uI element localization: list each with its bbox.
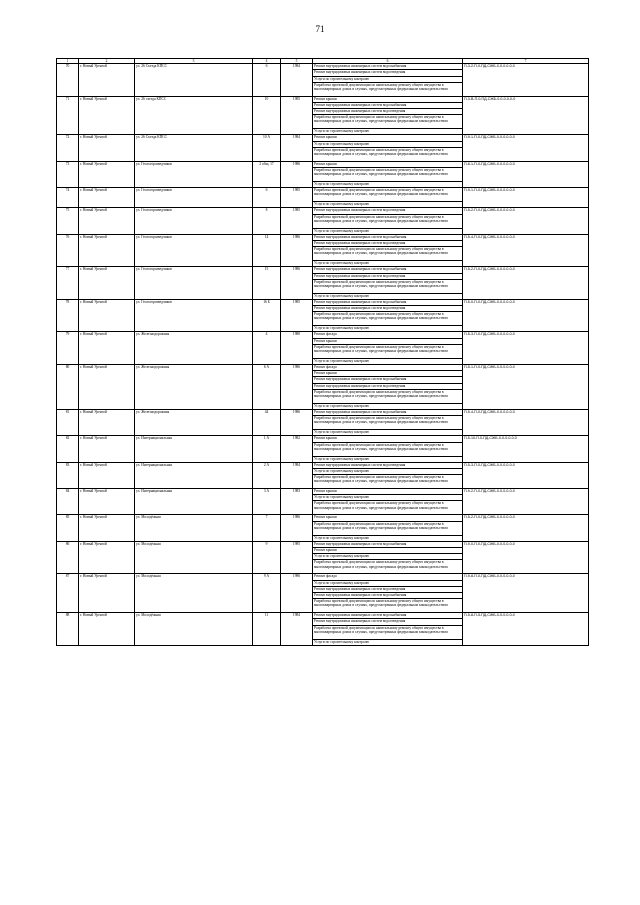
row-work-item: Разработка проектной документации по капитальному ремонту общего имущества в многоквартирных домах в случаях, предусмотренных федеральным законодательством xyxy=(313,389,463,403)
row-year: 1985 xyxy=(281,188,313,208)
row-work-item: Ремонт внутридомовых инженерных систем водоснабжения xyxy=(313,613,463,619)
table-row xyxy=(57,188,589,202)
row-work-item: Разработка проектной документации по капитальному ремонту общего имущества в многоквартирных домах в случаях, предусмотренных федеральным законодательством xyxy=(313,279,463,293)
row-number: 70 xyxy=(57,64,79,97)
row-house: 6 xyxy=(253,64,281,97)
row-city: г. Новый Уренгой xyxy=(79,234,135,267)
row-city: г. Новый Уренгой xyxy=(79,541,135,574)
row-work-item: Услуги по строительному контролю xyxy=(313,141,463,147)
row-work-item: Ремонт крыши xyxy=(313,338,463,344)
row-work-item: Разработка проектной документации по капитальному ремонту общего имущества в многоквартирных домах в случаях, предусмотренных федеральным законодательством xyxy=(313,312,463,326)
row-street: ул. Молодёжная xyxy=(135,613,253,646)
header-col-1: 1 xyxy=(57,59,79,64)
row-year: 1985 xyxy=(281,541,313,574)
row-work-item: Ремонт внутридомовых инженерных систем водоснабжения xyxy=(313,541,463,547)
row-number: 74 xyxy=(57,188,79,208)
row-code: П-9-8-П-0-ПД-СЖБ-0-0-0-0-0-0 xyxy=(463,574,589,613)
row-street: ул. Железнодорожная xyxy=(135,332,253,365)
row-city: г. Новый Уренгой xyxy=(79,462,135,488)
row-year: 1984 xyxy=(281,64,313,97)
row-number: 83 xyxy=(57,462,79,488)
row-work-item: Ремонт крыши xyxy=(313,436,463,442)
row-work-item: Услуги по строительному контролю xyxy=(313,580,463,586)
row-work-item: Разработка проектной документации по капитальному ремонту общего имущества в многоквартирных домах в случаях, предусмотренных федеральным законодательством xyxy=(313,82,463,96)
row-work-item: Услуги по строительному контролю xyxy=(313,202,463,208)
row-code: П-5-2-П-0-ПД-СЖБ-0-0-0-0-0-0 xyxy=(463,515,589,541)
row-work-item: Ремонт внутридомовых инженерных систем водоснабжения xyxy=(313,267,463,273)
row-work-item: Разработка проектной документации по капитальному ремонту общего имущества в многоквартирных домах в случаях, предусмотренных федеральным законодательством xyxy=(313,344,463,358)
row-house: 2 А xyxy=(253,462,281,488)
row-work-item: Услуги по строительному контролю xyxy=(313,639,463,645)
row-code: П-9-0-П-0-ПД-СЖБ-0-0-0-0-0-0 xyxy=(463,541,589,574)
row-work-item: Ремонт внутридомовых инженерных систем водоотведения xyxy=(313,70,463,76)
row-work-item: Ремонт фасада xyxy=(313,365,463,371)
row-street: ул. Геологоразведчиков xyxy=(135,208,253,234)
row-work-item: Разработка проектной документации по капитальному ремонту общего имущества в многоквартирных домах в случаях, предусмотренных федеральным законодательством xyxy=(313,599,463,613)
row-street: ул. Железнодорожная xyxy=(135,365,253,410)
row-house: 44 xyxy=(253,409,281,435)
row-work-item: Услуги по строительному контролю xyxy=(313,468,463,474)
row-work-item: Разработка проектной документации по капитальному ремонту общего имущества в многоквартирных домах в случаях, предусмотренных федеральным законодательством xyxy=(313,521,463,535)
row-city: г. Новый Уренгой xyxy=(79,267,135,300)
row-work-item: Разработка проектной документации по капитальному ремонту общего имущества в многоквартирных домах в случаях, предусмотренных федеральным законодательством xyxy=(313,442,463,456)
row-work-item: Услуги по строительному контролю xyxy=(313,430,463,436)
row-work-item: Услуги по строительному контролю xyxy=(313,358,463,364)
row-number: 88 xyxy=(57,613,79,646)
row-work-item: Услуги по строительному контролю xyxy=(313,535,463,541)
row-house: 14 xyxy=(253,234,281,267)
header-col-4: 4 xyxy=(253,59,281,64)
row-code: П-5-10-П-0-ПД-СЖБ-0-0-0-0-0-0 xyxy=(463,436,589,462)
row-year: 1985 xyxy=(281,299,313,332)
row-street: ул. Молодёжная xyxy=(135,574,253,613)
row-street: ул. 26 Съезда КПСС xyxy=(135,64,253,97)
row-year: 1985 xyxy=(281,96,313,135)
works-table xyxy=(56,58,589,646)
row-number: 75 xyxy=(57,208,79,234)
table-body xyxy=(57,64,589,646)
row-year: 1986 xyxy=(281,161,313,187)
row-number: 85 xyxy=(57,515,79,541)
row-year: 1986 xyxy=(281,267,313,300)
row-work-item: Услуги по строительному контролю xyxy=(313,554,463,560)
row-city: г. Новый Уренгой xyxy=(79,489,135,515)
row-city: г. Новый Уренгой xyxy=(79,574,135,613)
row-code: П-9-1-П-0-ПД-СЖБ-0-0-0-0-0-0 xyxy=(463,188,589,208)
row-code: П-9-2-П-0-ПД-СЖБ-0-0-0-0-0-0 xyxy=(463,489,589,515)
row-work-item: Услуги по строительному контролю xyxy=(313,456,463,462)
row-year: 1982 xyxy=(281,436,313,462)
row-house: 10 А xyxy=(253,135,281,161)
row-code: П-3-В-П-0-ПД-СЖБ-0-0-0-0-0-0 xyxy=(463,96,589,135)
row-number: 77 xyxy=(57,267,79,300)
row-year: 1986 xyxy=(281,515,313,541)
row-city: г. Новый Уренгой xyxy=(79,299,135,332)
row-city: г. Новый Уренгой xyxy=(79,188,135,208)
row-city: г. Новый Уренгой xyxy=(79,365,135,410)
row-house: 10 xyxy=(253,96,281,135)
row-year: 1986 xyxy=(281,234,313,267)
row-number: 76 xyxy=(57,234,79,267)
row-code: П-5-1-П-0-ПД-СЖБ-0-0-0-0-0-0 xyxy=(463,365,589,410)
row-year: 1986 xyxy=(281,574,313,613)
row-street: ул. Молодёжная xyxy=(135,515,253,541)
row-street: ул. Интернациональная xyxy=(135,489,253,515)
row-code: П-5-3-П-0-ПД-СЖБ-0-0-0-0-0-0 xyxy=(463,332,589,365)
row-work-item: Ремонт фасада xyxy=(313,332,463,338)
row-number: 79 xyxy=(57,332,79,365)
row-house: 11 xyxy=(253,613,281,646)
row-work-item: Ремонт внутридомовых инженерных систем водоотведения xyxy=(313,109,463,115)
row-work-item: Ремонт внутридомовых инженерных систем водоотведения xyxy=(313,619,463,625)
row-year: 1984 xyxy=(281,462,313,488)
row-code: П-3-2-П-0-ПД-СЖБ-0-0-0-0-0-0 xyxy=(463,64,589,97)
row-number: 81 xyxy=(57,409,79,435)
row-number: 80 xyxy=(57,365,79,410)
row-city: г. Новый Уренгой xyxy=(79,332,135,365)
row-work-item: Разработка проектной документации по капитальному ремонту общего имущества в многоквартирных домах в случаях, предусмотренных федеральным законодательством xyxy=(313,168,463,182)
row-work-item: Ремонт крыши xyxy=(313,371,463,377)
row-code: П-5-8-П-5-ПД-СЖБ-0-0-0-0-0-0 xyxy=(463,613,589,646)
row-city: г. Новый Уренгой xyxy=(79,436,135,462)
row-work-item: Ремонт крыши xyxy=(313,161,463,167)
row-work-item: Разработка проектной документации по капитальному ремонту общего имущества в многоквартирных домах в случаях, предусмотренных федеральным законодательством xyxy=(313,214,463,228)
row-house: 4 xyxy=(253,332,281,365)
row-work-item: Ремонт внутридомовых инженерных систем водоотведения xyxy=(313,208,463,214)
row-work-item: Ремонт внутридомовых инженерных систем водоотведения xyxy=(313,273,463,279)
row-number: 71 xyxy=(57,96,79,135)
row-work-item: Услуги по строительному контролю xyxy=(313,261,463,267)
row-code: П-5-2-П-0-ПД-СЖБ-0-0-0-0-0-0 xyxy=(463,208,589,234)
row-code: П-5-4-П-0-ПД-СЖБ-0-0-0-0-0-0 xyxy=(463,409,589,435)
row-work-item: Ремонт внутридомовых инженерных систем водоснабжения xyxy=(313,234,463,240)
row-work-item: Ремонт внутридомовых инженерных систем водоснабжения xyxy=(313,299,463,305)
row-code: П-5-0-П-0-ПД-СЖБ-0-0-0-0-0-0 xyxy=(463,299,589,332)
row-work-item: Услуги по строительному контролю xyxy=(313,326,463,332)
row-work-item: Услуги по строительному контролю xyxy=(313,293,463,299)
row-house: 3 А xyxy=(253,489,281,515)
row-house: 8 xyxy=(253,208,281,234)
row-number: 87 xyxy=(57,574,79,613)
row-house: 15 xyxy=(253,267,281,300)
row-year: 1980 xyxy=(281,332,313,365)
row-house: 7 xyxy=(253,515,281,541)
row-code: П-5-2-П-0-ПД-СЖБ-0-0-0-0-0-0 xyxy=(463,267,589,300)
row-work-item: Ремонт внутридомовых инженерных систем водоснабжения xyxy=(313,377,463,383)
row-work-item: Ремонт внутридомовых инженерных систем водоснабжения xyxy=(313,592,463,598)
row-work-item: Разработка проектной документации по капитальному ремонту общего имущества в многоквартирных домах в случаях, предусмотренных федеральным законодательством xyxy=(313,115,463,129)
row-city: г. Новый Уренгой xyxy=(79,64,135,97)
row-house: 9 xyxy=(253,541,281,574)
row-year: 1986 xyxy=(281,365,313,410)
row-street: ул. 26 Съезда КПСС xyxy=(135,135,253,161)
row-work-item: Ремонт крыши xyxy=(313,515,463,521)
row-work-item: Ремонт крыши xyxy=(313,548,463,554)
row-house: 6 xyxy=(253,188,281,208)
row-work-item: Разработка проектной документации по капитальному ремонту общего имущества в многоквартирных домах в случаях, предусмотренных федеральным законодательством xyxy=(313,475,463,489)
row-city: г. Новый Уренгой xyxy=(79,613,135,646)
row-street: ул. Интернациональная xyxy=(135,462,253,488)
row-year: 1984 xyxy=(281,613,313,646)
row-house: 6 А xyxy=(253,365,281,410)
row-city: г. Новый Уренгой xyxy=(79,515,135,541)
row-street: ул. Геологоразведчиков xyxy=(135,299,253,332)
row-work-item: Ремонт внутридомовых инженерных систем водоотведения xyxy=(313,586,463,592)
row-work-item: Ремонт фасада xyxy=(313,574,463,580)
row-work-item: Разработка проектной документации по капитальному ремонту общего имущества в многоквартирных домах в случаях, предусмотренных федеральным законодательством xyxy=(313,560,463,574)
header-col-7: 7 xyxy=(463,59,589,64)
row-work-item: Разработка проектной документации по капитальному ремонту общего имущества в многоквартирных домах в случаях, предусмотренных федеральным законодательством xyxy=(313,501,463,515)
row-house: 9 А xyxy=(253,574,281,613)
header-col-2: 2 xyxy=(79,59,135,64)
row-work-item: Ремонт крыши xyxy=(313,96,463,102)
row-number: 72 xyxy=(57,135,79,161)
row-year: 1986 xyxy=(281,409,313,435)
row-city: г. Новый Уренгой xyxy=(79,409,135,435)
row-code: П-8-1-П-0-ПД-СЖБ-0-0-0-0-0-0 xyxy=(463,161,589,187)
row-work-item: Разработка проектной документации по капитальному ремонту общего имущества в многоквартирных домах в случаях, предусмотренных федеральным законодательством xyxy=(313,147,463,161)
row-street: ул. Геологоразведчиков xyxy=(135,161,253,187)
row-work-item: Ремонт крыши xyxy=(313,135,463,141)
row-year: 1984 xyxy=(281,135,313,161)
row-number: 82 xyxy=(57,436,79,462)
row-work-item: Услуги по строительному контролю xyxy=(313,495,463,501)
row-street: ул. Геологоразведчиков xyxy=(135,188,253,208)
row-work-item: Услуги по строительному контролю xyxy=(313,228,463,234)
row-work-item: Услуги по строительному контролю xyxy=(313,403,463,409)
row-city: г. Новый Уренгой xyxy=(79,96,135,135)
row-code: П-5-4-П-0-ПД-СЖБ-0-0-0-0-0-0 xyxy=(463,234,589,267)
row-work-item: Ремонт внутридомовых инженерных систем водоотведения xyxy=(313,462,463,468)
row-street: ул. Железнодорожная xyxy=(135,409,253,435)
row-street: ул. Молодёжная xyxy=(135,541,253,574)
row-year: 1983 xyxy=(281,489,313,515)
row-work-item: Разработка проектной документации по капитальному ремонту общего имущества в многоквартирных домах в случаях, предусмотренных федеральным законодательством xyxy=(313,247,463,261)
row-work-item: Ремонт внутридомовых инженерных систем водоотведения xyxy=(313,383,463,389)
row-work-item: Ремонт крыши xyxy=(313,489,463,495)
row-house: 16 Б xyxy=(253,299,281,332)
row-work-item: Услуги по строительному контролю xyxy=(313,182,463,188)
row-street: ул. Геологоразведчиков xyxy=(135,267,253,300)
row-number: 84 xyxy=(57,489,79,515)
row-work-item: Услуги по строительному контролю xyxy=(313,76,463,82)
header-col-6: 6 xyxy=(313,59,463,64)
row-city: г. Новый Уренгой xyxy=(79,135,135,161)
row-street: ул. 26 съезда КПСС xyxy=(135,96,253,135)
row-number: 86 xyxy=(57,541,79,574)
row-house: 1 А xyxy=(253,436,281,462)
row-work-item: Услуги по строительному контролю xyxy=(313,129,463,135)
row-code: П-5-3-П-0-ПД-СЖБ-0-0-0-0-0-0 xyxy=(463,462,589,488)
row-number: 73 xyxy=(57,161,79,187)
row-work-item: Разработка проектной документации по капитальному ремонту общего имущества в многоквартирных домах в случаях, предусмотренных федеральным законодательством xyxy=(313,416,463,430)
row-work-item: Ремонт внутридомовых инженерных систем водоотведения xyxy=(313,240,463,246)
header-col-5: 5 xyxy=(281,59,313,64)
row-city: г. Новый Уренгой xyxy=(79,161,135,187)
row-street: ул. Геологоразведчиков xyxy=(135,234,253,267)
row-house: 2 общ. 17 xyxy=(253,161,281,187)
row-work-item: Ремонт внутридомовых инженерных систем водоснабжения xyxy=(313,102,463,108)
header-col-3: 3 xyxy=(135,59,253,64)
row-work-item: Ремонт внутридомовых инженерных систем водоснабжения xyxy=(313,64,463,70)
row-year: 1985 xyxy=(281,208,313,234)
page-number: 71 xyxy=(315,24,325,34)
row-code: П-9-1-П-0-ПД-СЖБ-0-0-0-0-0-0 xyxy=(463,135,589,161)
row-work-item: Ремонт внутридомовых инженерных систем водоотведения xyxy=(313,306,463,312)
row-work-item: Разработка проектной документации по капитальному ремонту общего имущества в многоквартирных домах в случаях, предусмотренных федеральным законодательством xyxy=(313,625,463,639)
row-city: г. Новый Уренгой xyxy=(79,208,135,234)
row-work-item: Разработка проектной документации по капитальному ремонту общего имущества в многоквартирных домах в случаях, предусмотренных федеральным законодательством xyxy=(313,188,463,202)
row-work-item: Ремонт внутридомовых инженерных систем водоснабжения xyxy=(313,409,463,415)
row-number: 78 xyxy=(57,299,79,332)
row-street: ул. Интернациональная xyxy=(135,436,253,462)
